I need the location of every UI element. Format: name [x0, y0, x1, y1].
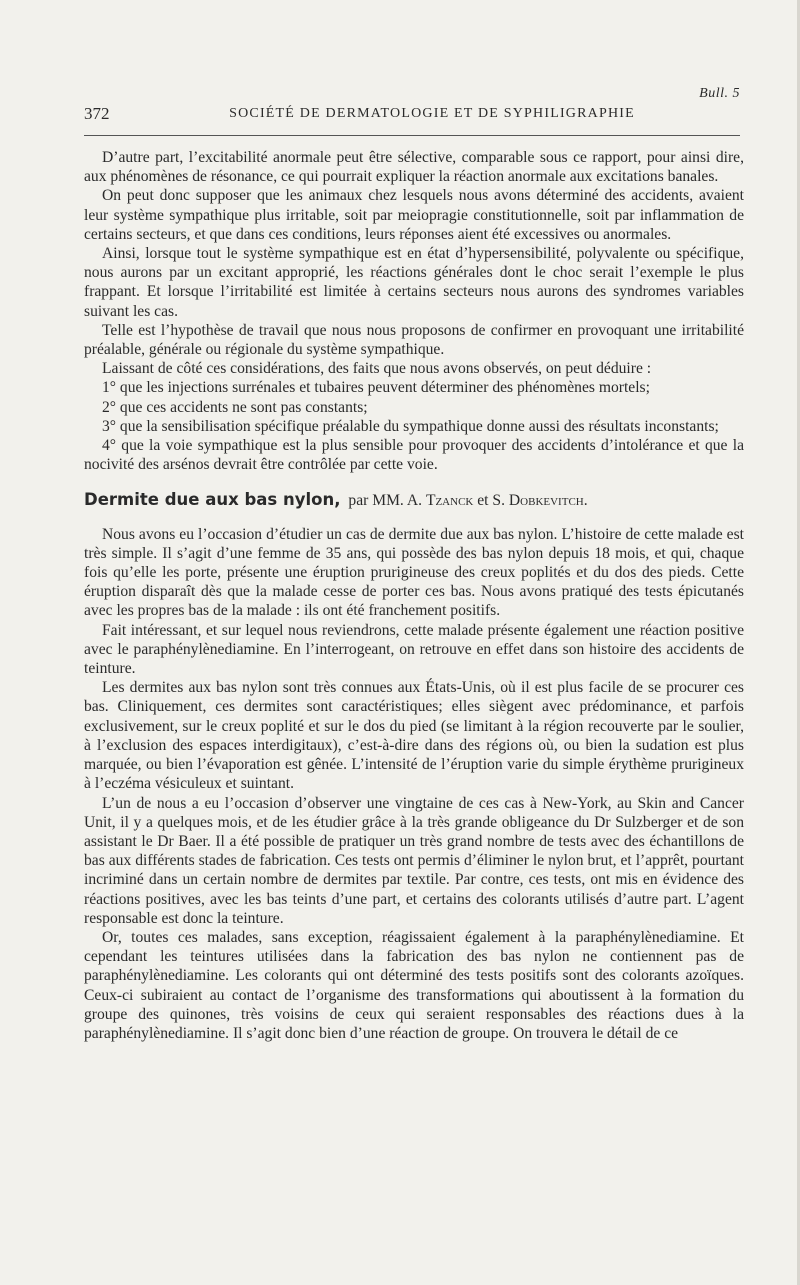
author-name: Dobkevitch.: [508, 492, 588, 510]
running-head: SOCIÉTÉ DE DERMATOLOGIE ET DE SYPHILIGRAPHIE: [229, 106, 635, 121]
list-item: 1° que les injections surrénales et tubaires peuvent déterminer des phénomènes mortels;: [102, 379, 650, 397]
byline-mid: et S.: [477, 492, 505, 510]
list-item: 2° que ces accidents ne sont pas constants;: [102, 398, 368, 416]
paragraph: Laissant de côté ces considérations, des faits que nous avons observés, on peut déduire :: [102, 360, 652, 378]
article-title: Dermite due aux bas nylon,: [84, 490, 341, 510]
list-item: 3° que la sensibilisation spécifique préalable du sympathique donne aussi des résultats inconstants;: [102, 417, 719, 435]
paragraph: Ainsi, lorsque tout le système sympathique est en état d’hypersensibilité, polyvalente ou spécifique, nous aurons par un excitant approprié, les réactions générales dont le choc serait l’exemple le plus frappant. Et lorsque l’irritabilité est limitée à certains secteurs nous aurons des syndromes variables suivant les cas.: [84, 245, 744, 320]
author-name: Tzanck: [425, 492, 474, 510]
paragraph: Les dermites aux bas nylon sont très connues aux États-Unis, où il est plus facile de se procurer ces bas. Cliniquement, ces dermites sont caractéristiques; elles siègent avec prédominance, et parfois exclusivement, sur le creux poplité et sur le dos du pied (se limitant à la région recouverte par le soulier, à l’exclusion des espaces interdigitaux), c’est-à-dire dans des régions où, ou bien la sudation est plus marquée, ou bien l’évaporation est gênée. L’intensité de l’éruption varie du simple érythème prurigineux à l’eczéma vésiculeux et suintant.: [84, 679, 744, 793]
paragraph: Or, toutes ces malades, sans exception, réagissaient également à la paraphénylènediamine. Et cependant les teintures utilisées dans la fabrication des bas nylon ne contiennent pas de paraphénylènediamine. Les colorants qui ont déterminé des tests positifs sont des colorants azoïques. Ceux-ci subiraient au contact de l’organisme des transformations qui aboutissent à la formation du groupe des quinones, très voisins de ceux qui seraient responsables des réactions dues à la paraphénylènediamine. Il s’agit donc bien d’une réaction de groupe. On trouvera le détail de ce: [84, 928, 744, 1042]
article-heading: [84, 490, 744, 510]
paragraph: Fait intéressant, et sur lequel nous reviendrons, cette malade présente également une réaction positive avec le paraphénylènediamine. En l’interrogeant, on retrouve en effet dans son histoire des accidents de teinture.: [84, 621, 744, 678]
header-rule: [84, 135, 740, 136]
paragraph: D’autre part, l’excitabilité anormale peut être sélective, comparable sous ce rapport, pour ainsi dire, aux phénomènes de résonance, ce qui pourrait expliquer la réaction anormale aux excitations banales.: [84, 149, 744, 186]
paragraph: Nous avons eu l’occasion d’étudier un cas de dermite due aux bas nylon. L’histoire de cette malade est très simple. Il s’agit d’une femme de 35 ans, qui possède des bas nylon depuis 18 mois, et qui, chaque fois qu’elle les porte, présente une éruption prurigineuse des creux poplités et du dos des pieds. Cette éruption disparaît dès que la malade cesse de porter ces bas. Nous avons pratiqué des tests épicutanés avec les propres bas de la malade : ils ont été franchement positifs.: [84, 525, 744, 620]
bulletin-marker: Bull. 5: [699, 86, 740, 101]
paragraph: On peut donc supposer que les animaux chez lesquels nous avons déterminé des accidents, avaient leur système sympathique plus irritable, soit par meiopragie constitutionnelle, soit par inflammation de certains secteurs, et que dans ces conditions, leurs réponses aient été excessives ou anormales.: [84, 187, 744, 243]
page-number: 372: [84, 104, 110, 123]
page-header: [84, 104, 740, 128]
paragraph: Telle est l’hypothèse de travail que nous nous proposons de confirmer en provoquant une irritabilité préalable, générale ou régionale du système sympathique.: [84, 321, 744, 359]
list-item: 4° que la voie sympathique est la plus sensible pour provoquer des accidents d’intolérance et que la nocivité des arsénos devrait être contrôlée par cette voie.: [84, 437, 744, 474]
body-text: [84, 148, 744, 1043]
paragraph: L’un de nous a eu l’occasion d’observer une vingtaine de ces cas à New-York, au Skin and Cancer Unit, il y a quelques mois, et de les étudier grâce à la très grande obligeance du Dr Sulzberger et de son assistant le Dr Baer. Il a été possible de pratiquer un très grand nombre de tests avec des échantillons de bas aux différents stades de fabrication. Ces tests ont permis d’éliminer le nylon brut, et l’apprêt, pourtant incriminé dans un certain nombre de dermites par textile. Par contre, ces tests, ont mis en évidence des réactions positives, avec les bas teints d’une part, et certains des colorants utilisés d’autre part. L’agent responsable est donc la teinture.: [84, 794, 744, 927]
byline-prefix: par MM. A.: [348, 492, 423, 510]
